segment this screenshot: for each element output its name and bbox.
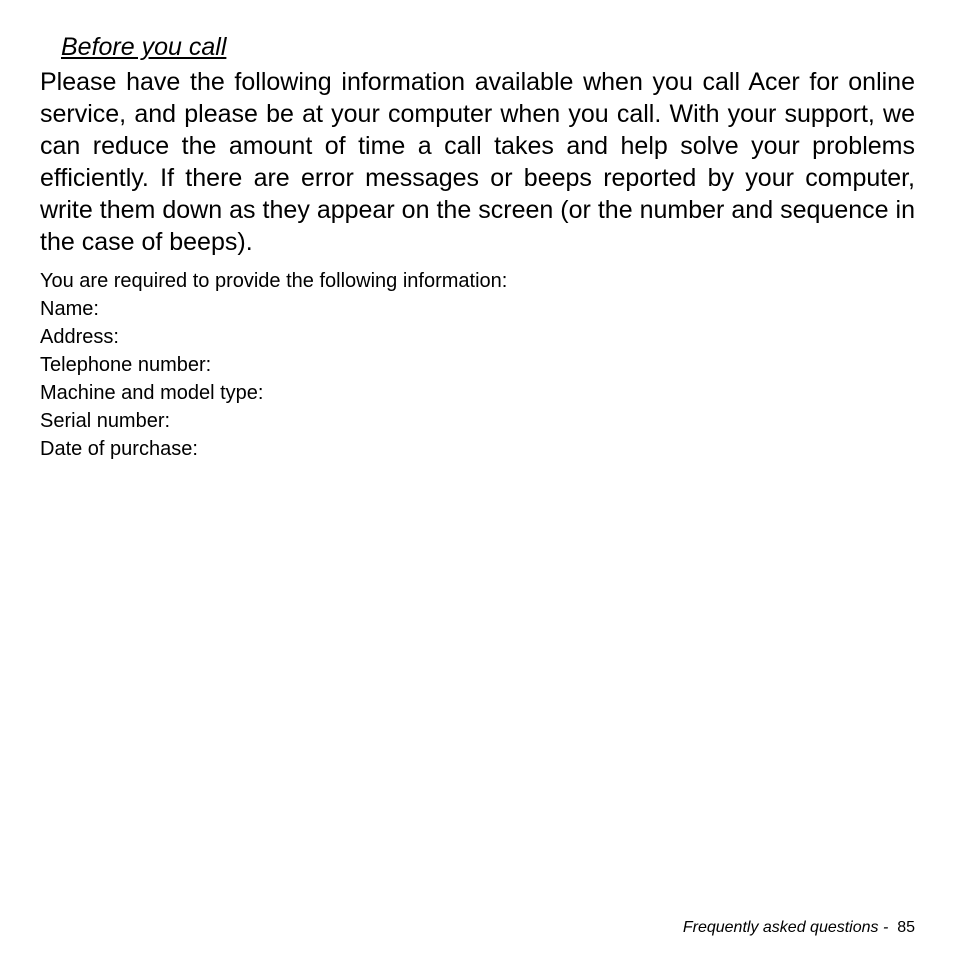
footer-section-title: Frequently asked questions	[682, 919, 879, 936]
info-field-list	[40, 295, 915, 463]
page-footer	[683, 918, 915, 938]
info-field-machine-and-model-type: Machine and model type:	[40, 382, 264, 404]
info-field-address: Address:	[40, 326, 119, 348]
section-heading: Before you call	[61, 33, 227, 61]
info-field-telephone-number: Telephone number:	[40, 354, 212, 376]
info-field-date-of-purchase: Date of purchase:	[40, 438, 198, 460]
footer-page-number: 85	[897, 919, 915, 936]
info-field-name: Name:	[40, 298, 99, 320]
intro-paragraph: Please have the following information available when you call Acer for online service, and please be at your computer when you call. With your support, we can reduce the amount of time a call takes and help solve your problems efficiently. If there are error messages or beeps reported by your computer, write them down as they appear on the screen (or the number and sequence in the case of beeps).	[40, 68, 915, 256]
footer-separator: -	[878, 919, 898, 936]
page-content	[40, 30, 915, 463]
info-field-serial-number: Serial number:	[40, 410, 171, 432]
required-info-lead: You are required to provide the following information:	[40, 270, 508, 292]
